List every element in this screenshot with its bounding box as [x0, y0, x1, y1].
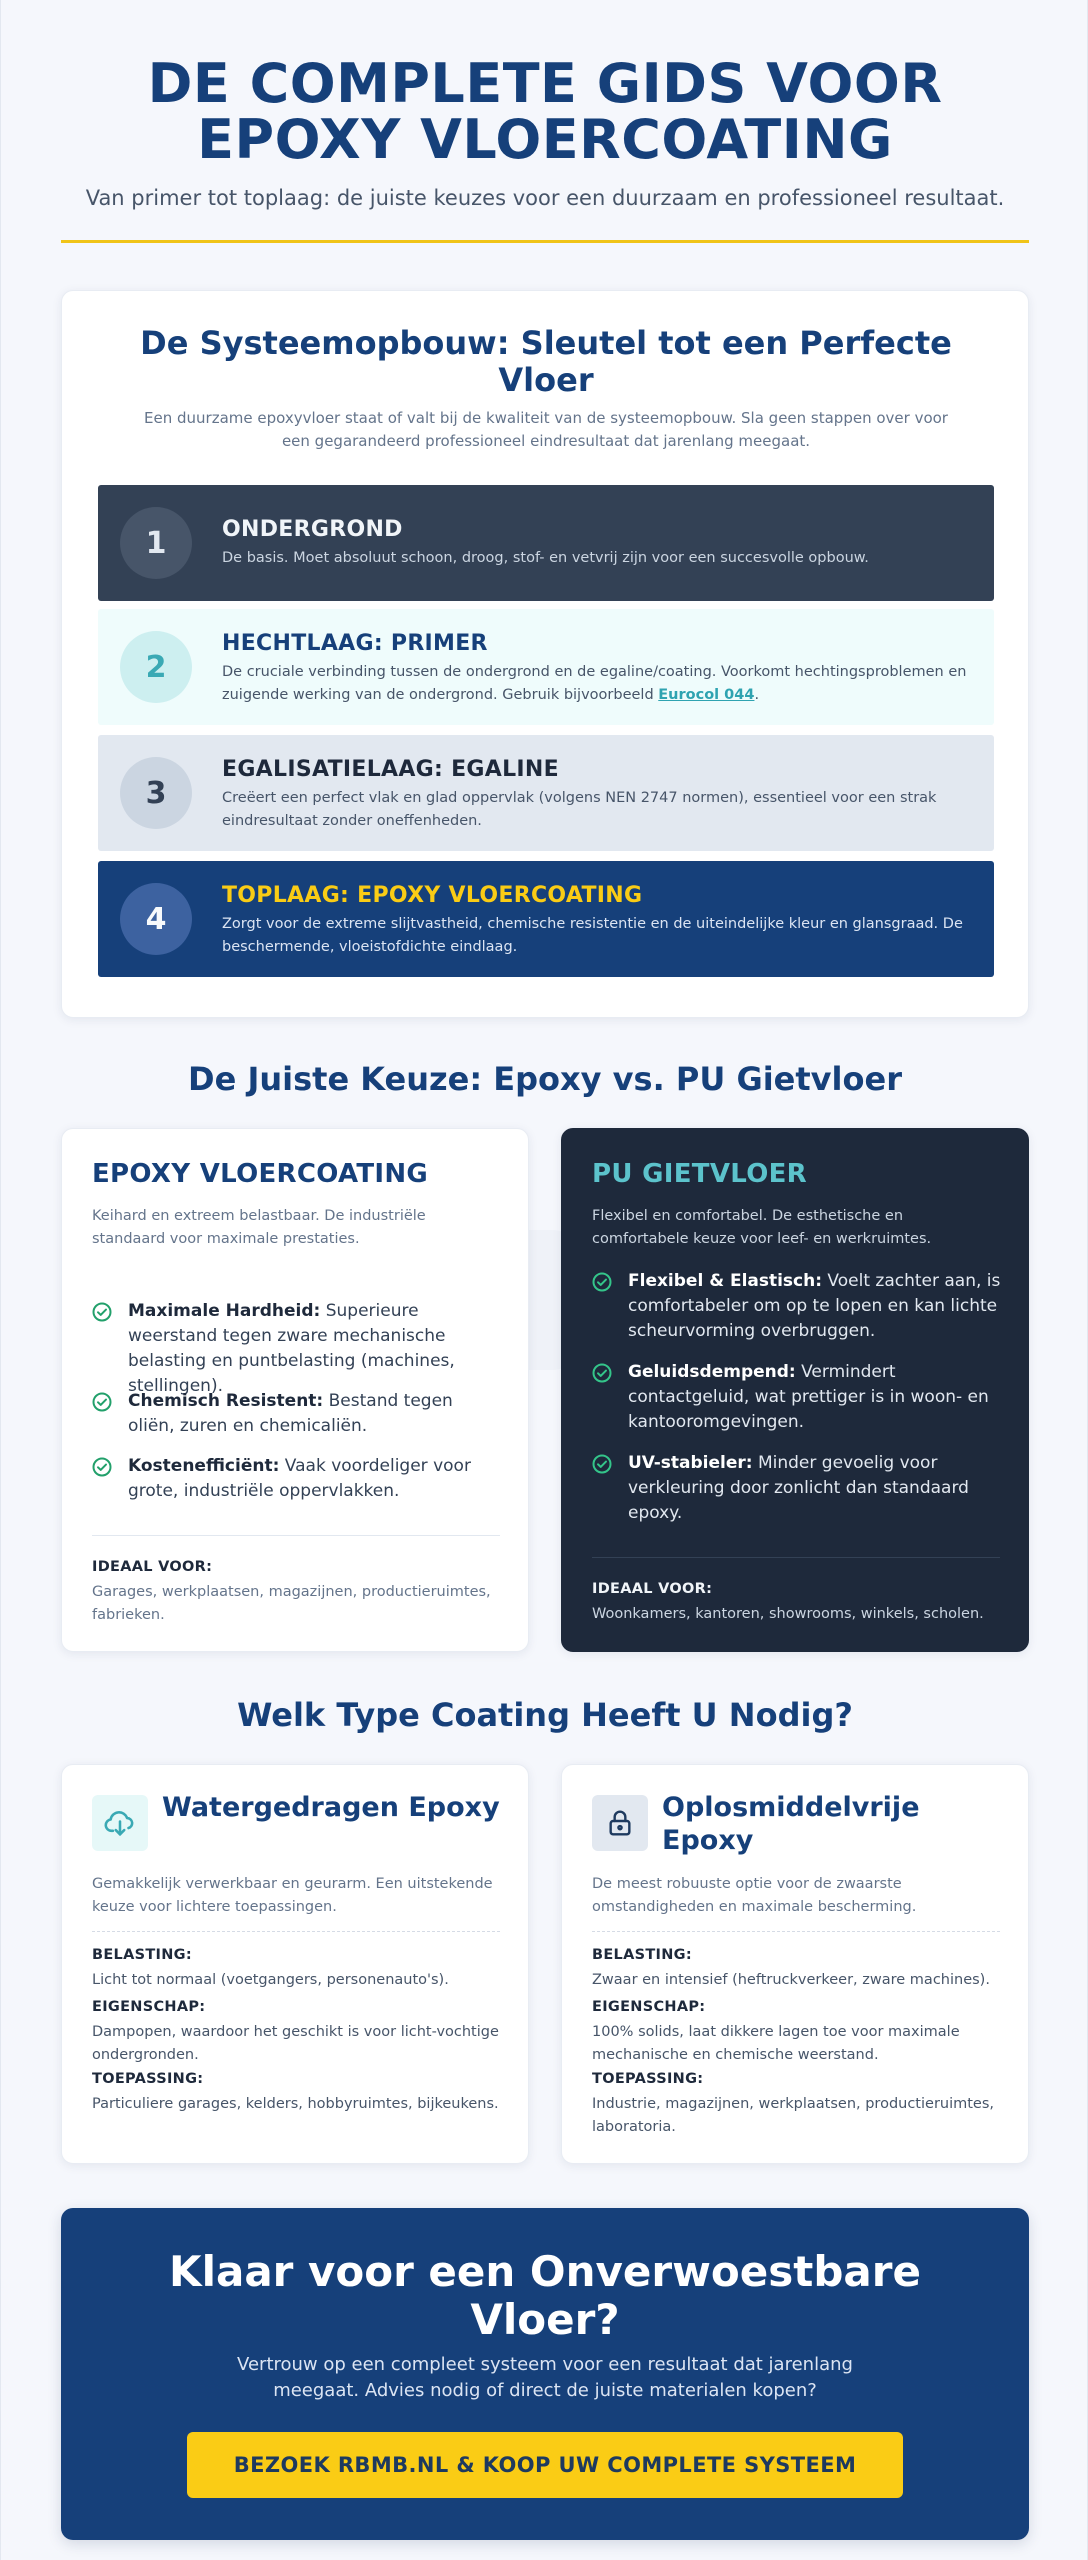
eurocol-link[interactable]: Eurocol 044	[658, 687, 755, 703]
feature-bold: Kostenefficiënt:	[128, 1456, 280, 1476]
feature-text	[628, 1269, 1002, 1344]
check-circle-icon	[92, 1392, 112, 1412]
spec-value: Zwaar en intensief (heftruckverkeer, zware machines).	[592, 1972, 990, 1988]
step-ondergrond	[98, 485, 994, 601]
step-desc: De basis. Moet absoluut schoon, droog, stof- en vetvrij zijn voor een succesvolle opbouw.	[222, 550, 869, 566]
check-circle-icon	[592, 1454, 612, 1474]
system-card	[61, 290, 1029, 1018]
step-desc: Creëert een perfect vlak en glad oppervlak (volgens NEN 2747 normen), essentieel voor een strak eindresultaat zonder oneffenheden.	[222, 790, 937, 829]
feature-bold: Flexibel & Elastisch:	[628, 1271, 823, 1291]
pu-title: PU GIETVLOER	[592, 1159, 807, 1189]
feature-bold: Maximale Hardheid:	[128, 1301, 321, 1321]
feature-item	[592, 1451, 1002, 1526]
feature-desc: Bestand tegen oliën, zuren en chemicaliën.	[128, 1391, 453, 1436]
page-title-line2: EPOXY VLOERCOATING	[197, 108, 893, 171]
spec-label: TOEPASSING:	[92, 2071, 204, 2087]
feature-bold: Chemisch Resistent:	[128, 1391, 324, 1411]
water-epoxy-intro: Gemakkelijk verwerkbaar en geurarm. Een uitstekende keuze voor lichtere toepassingen.	[92, 1876, 493, 1915]
cta-title: Klaar voor een Onverwoestbare Vloer?	[169, 2247, 921, 2344]
pu-intro: Flexibel en comfortabel. De esthetische en comfortabele keuze voor leef- en werkruimtes.	[592, 1208, 932, 1247]
feature-text	[128, 1389, 502, 1439]
epoxy-card	[61, 1128, 529, 1652]
feature-item	[592, 1269, 1002, 1344]
epoxy-intro: Keihard en extreem belastbaar. De industriële standaard voor maximale prestaties.	[92, 1208, 426, 1247]
feature-desc: Superieure weerstand tegen zware mechanische belasting en puntbelasting (machines, stellingen).	[128, 1301, 455, 1396]
comparison-title: De Juiste Keuze: Epoxy vs. PU Gietvloer	[188, 1060, 902, 1098]
system-title: De Systeemopbouw: Sleutel tot een Perfecte Vloer	[140, 324, 952, 399]
step-desc: Zorgt voor de extreme slijtvastheid, chemische resistentie en de uiteindelijke kleur en glansgraad. De beschermende, vloeistofdichte eindlaag.	[222, 916, 963, 955]
step-number: 2	[120, 631, 192, 703]
pu-card	[561, 1128, 1029, 1652]
step-number: 1	[120, 507, 192, 579]
feature-desc: Vermindert contactgeluid, wat prettiger is in woon- en kantooromgevingen.	[628, 1362, 989, 1432]
step-toplaag	[98, 861, 994, 977]
spec-value: 100% solids, laat dikkere lagen toe voor maximale mechanische en chemische weerstand.	[592, 2024, 960, 2063]
check-circle-icon	[592, 1272, 612, 1292]
feature-text	[628, 1451, 1002, 1526]
types-title: Welk Type Coating Heeft U Nodig?	[237, 1696, 853, 1734]
ideal-label: IDEAAL VOOR:	[92, 1559, 213, 1575]
solvent-free-epoxy-intro: De meest robuuste optie voor de zwaarste omstandigheden en maximale bescherming.	[592, 1876, 917, 1915]
feature-text	[628, 1360, 1002, 1435]
feature-text	[128, 1454, 502, 1504]
feature-item	[92, 1299, 502, 1399]
feature-bold: UV-stabieler:	[628, 1453, 753, 1473]
dashed-divider	[592, 1931, 1000, 1932]
check-circle-icon	[592, 1363, 612, 1383]
feature-item	[592, 1360, 1002, 1435]
cloud-download-icon	[92, 1795, 148, 1851]
water-epoxy-card	[61, 1764, 529, 2164]
feature-desc: Vaak voordeliger voor grote, industriële oppervlakken.	[128, 1456, 471, 1501]
spec-label: TOEPASSING:	[592, 2071, 704, 2087]
page-title-line1: DE COMPLETE GIDS VOOR	[147, 52, 943, 115]
system-intro: Een duurzame epoxyvloer staat of valt bij de kwaliteit van de systeemopbouw. Sla geen stappen over voor een gegarandeerd professioneel eindresultaat dat jarenlang meegaat.	[144, 409, 948, 450]
spec-label: EIGENSCHAP:	[592, 1999, 706, 2015]
cta-text: Vertrouw op een compleet systeem voor een resultaat dat jarenlang meegaat. Advies nodig of direct de juiste materialen kopen?	[237, 2354, 853, 2401]
step-number: 4	[120, 883, 192, 955]
ideal-text: Garages, werkplaatsen, magazijnen, productieruimtes, fabrieken.	[92, 1584, 491, 1623]
feature-item	[92, 1454, 502, 1504]
page-subtitle: Van primer tot toplaag: de juiste keuzes voor een duurzaam en professioneel resultaat.	[85, 186, 1005, 210]
divider	[92, 1535, 500, 1536]
step-egaline	[98, 735, 994, 851]
visit-shop-button[interactable]: BEZOEK RBMB.NL & KOOP UW COMPLETE SYSTEEM	[187, 2432, 903, 2498]
dashed-divider	[92, 1931, 500, 1932]
spec-label: BELASTING:	[92, 1947, 192, 1963]
divider	[592, 1557, 1000, 1558]
check-circle-icon	[92, 1457, 112, 1477]
check-circle-icon	[92, 1302, 112, 1322]
lock-icon	[592, 1795, 648, 1851]
cta-banner	[61, 2208, 1029, 2540]
step-title: EGALISATIELAAG: EGALINE	[222, 757, 559, 782]
feature-desc: Voelt zachter aan, is comfortabeler om op te lopen en kan lichte scheurvorming overbruggen.	[628, 1271, 1001, 1341]
hero-divider	[61, 240, 1029, 243]
feature-bold: Geluidsdempend:	[628, 1362, 796, 1382]
step-desc-end: .	[754, 687, 760, 703]
step-title: HECHTLAAG: PRIMER	[222, 631, 488, 656]
step-primer	[98, 609, 994, 725]
feature-desc: Minder gevoelig voor verkleuring door zonlicht dan standaard epoxy.	[628, 1453, 969, 1523]
spec-value: Dampopen, waardoor het geschikt is voor licht-vochtige ondergronden.	[92, 2024, 499, 2063]
water-epoxy-title: Watergedragen Epoxy	[162, 1792, 500, 1823]
solvent-free-epoxy-card	[561, 1764, 1029, 2164]
step-desc-text: De cruciale verbinding tussen de ondergrond en de egaline/coating. Voorkomt hechtingsproblemen en zuigende werking van de ondergrond. Gebruik bijvoorbeeld	[222, 664, 967, 703]
ideal-label: IDEAAL VOOR:	[592, 1581, 713, 1597]
spec-value: Licht tot normaal (voetgangers, personenauto's).	[92, 1972, 449, 1988]
feature-item	[92, 1389, 502, 1439]
epoxy-title: EPOXY VLOERCOATING	[92, 1159, 429, 1189]
step-title: TOPLAAG: EPOXY VLOERCOATING	[222, 883, 643, 908]
step-number: 3	[120, 757, 192, 829]
ideal-text: Woonkamers, kantoren, showrooms, winkels, scholen.	[592, 1606, 984, 1622]
hero	[61, 52, 1029, 210]
feature-text	[128, 1299, 502, 1399]
step-title: ONDERGROND	[222, 517, 403, 542]
spec-label: EIGENSCHAP:	[92, 1999, 206, 2015]
solvent-free-epoxy-title: Oplosmiddelvrije Epoxy	[662, 1792, 920, 1856]
spec-value: Industrie, magazijnen, werkplaatsen, productieruimtes, laboratoria.	[592, 2096, 995, 2135]
page-title	[61, 52, 1029, 171]
spec-value: Particuliere garages, kelders, hobbyruimtes, bijkeukens.	[92, 2096, 499, 2112]
step-desc	[222, 661, 972, 707]
spec-label: BELASTING:	[592, 1947, 692, 1963]
